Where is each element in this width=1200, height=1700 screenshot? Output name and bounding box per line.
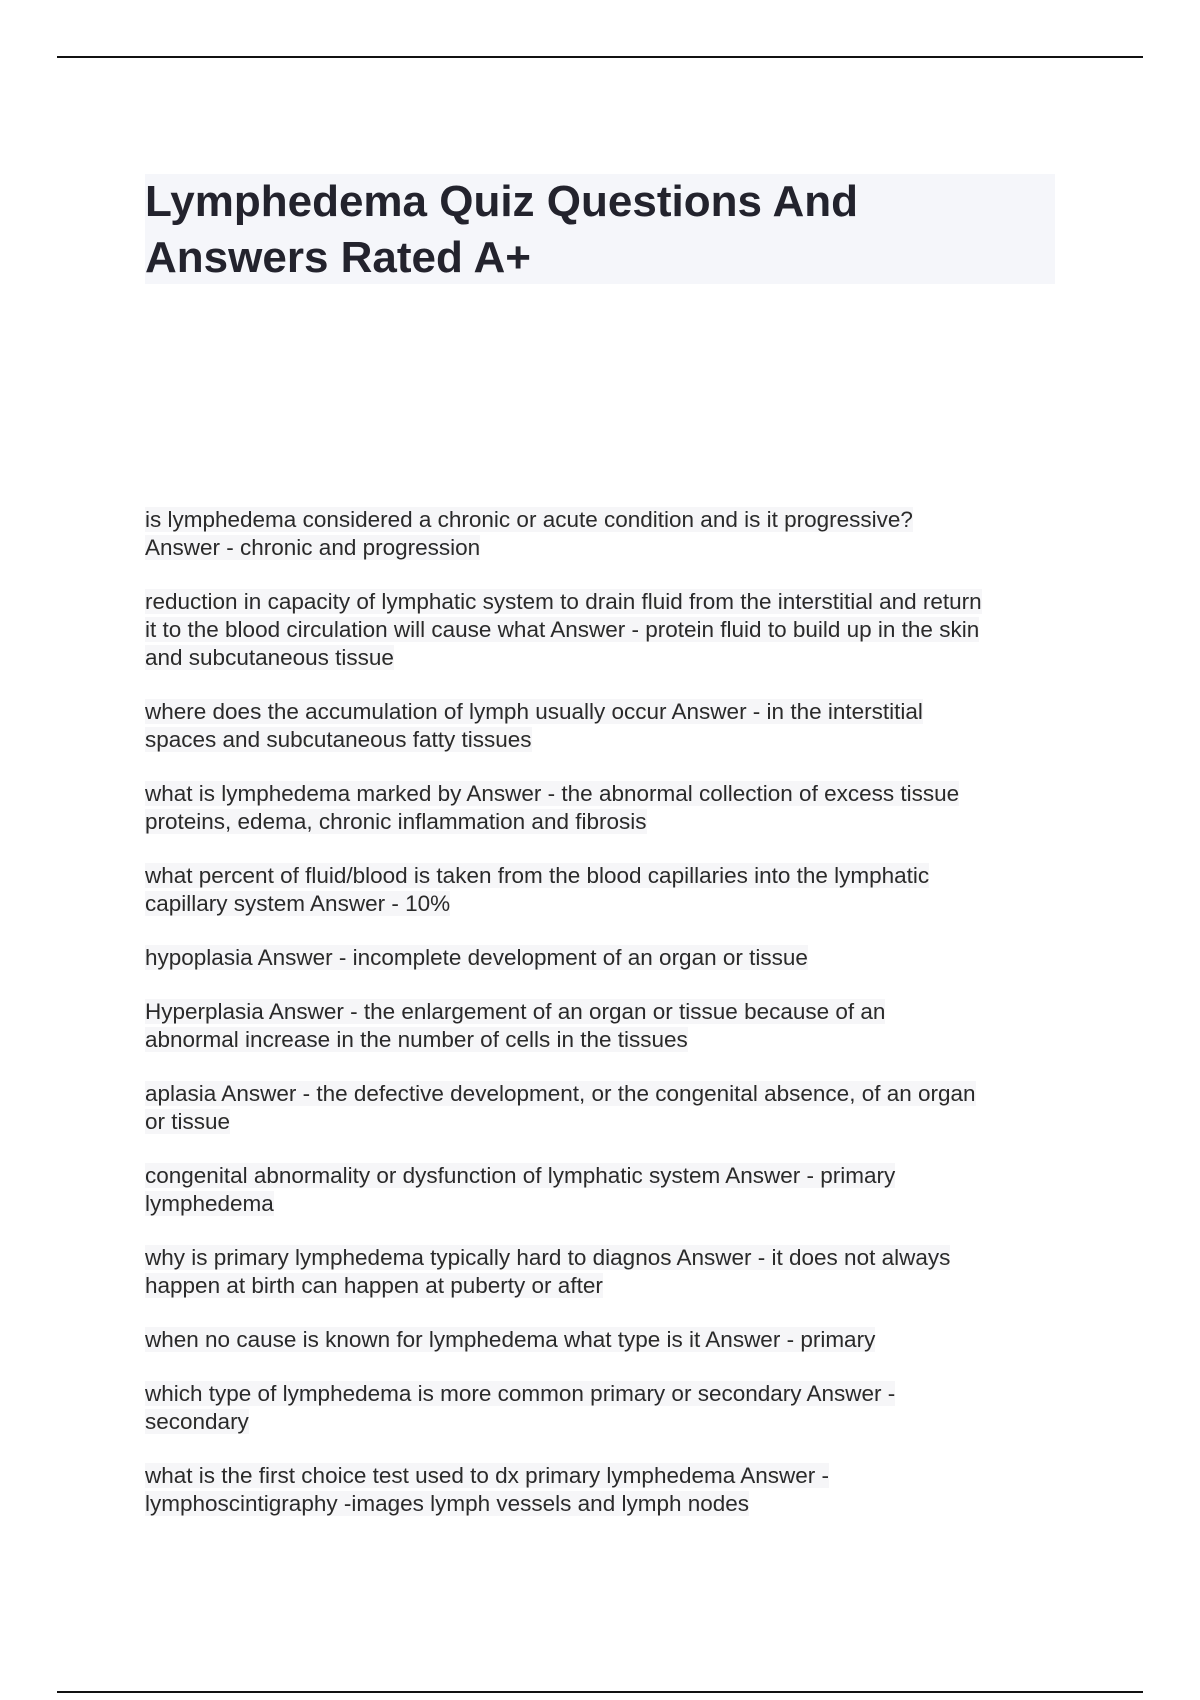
qa-item-text: what percent of fluid/blood is taken from the blood capillaries into the lymphatic capillary system Answer - 10% xyxy=(145,863,930,916)
qa-item xyxy=(145,780,1065,836)
qa-item-text: what is lymphedema marked by Answer - the abnormal collection of excess tissue proteins, edema, chronic inflammation and fibrosis xyxy=(145,781,960,834)
qa-item xyxy=(145,588,1065,672)
document-title: Lymphedema Quiz Questions And Answers Rated A+ xyxy=(145,177,859,282)
top-rule xyxy=(57,56,1143,58)
qa-item xyxy=(145,698,1065,754)
qa-item-text: congenital abnormality or dysfunction of lymphatic system Answer - primary lymphedema xyxy=(145,1163,896,1216)
qa-item-text: where does the accumulation of lymph usually occur Answer - in the interstitial spaces and subcutaneous fatty tissues xyxy=(145,699,923,752)
qa-item xyxy=(145,506,1065,562)
qa-item xyxy=(145,1162,1065,1218)
qa-item-text: why is primary lymphedema typically hard to diagnos Answer - it does not always happen at birth can happen at puberty or after xyxy=(145,1245,951,1298)
qa-item-text: is lymphedema considered a chronic or acute condition and is it progressive? Answer - chronic and progression xyxy=(145,507,913,560)
qa-list xyxy=(145,506,1065,1544)
qa-item-text: hypoplasia Answer - incomplete development of an organ or tissue xyxy=(145,945,808,970)
qa-item-text: what is the first choice test used to dx primary lymphedema Answer - lymphoscintigraphy -images lymph vessels and lymph nodes xyxy=(145,1463,830,1516)
title-block xyxy=(145,174,1055,284)
qa-item-text: which type of lymphedema is more common primary or secondary Answer - secondary xyxy=(145,1381,896,1434)
qa-item-text: reduction in capacity of lymphatic system to drain fluid from the interstitial and return it to the blood circulation will cause what Answer - protein fluid to build up in the skin and subcutaneous tissue xyxy=(145,589,982,670)
qa-item-text: when no cause is known for lymphedema what type is it Answer - primary xyxy=(145,1327,876,1352)
qa-item xyxy=(145,1462,1065,1518)
qa-item xyxy=(145,1244,1065,1300)
qa-item-text: aplasia Answer - the defective development, or the congenital absence, of an organ or tissue xyxy=(145,1081,976,1134)
bottom-rule xyxy=(57,1691,1143,1693)
qa-item xyxy=(145,998,1065,1054)
qa-item xyxy=(145,944,1065,972)
qa-item xyxy=(145,1326,1065,1354)
qa-item xyxy=(145,862,1065,918)
qa-item-text: Hyperplasia Answer - the enlargement of an organ or tissue because of an abnormal increase in the number of cells in the tissues xyxy=(145,999,886,1052)
qa-item xyxy=(145,1080,1065,1136)
qa-item xyxy=(145,1380,1065,1436)
